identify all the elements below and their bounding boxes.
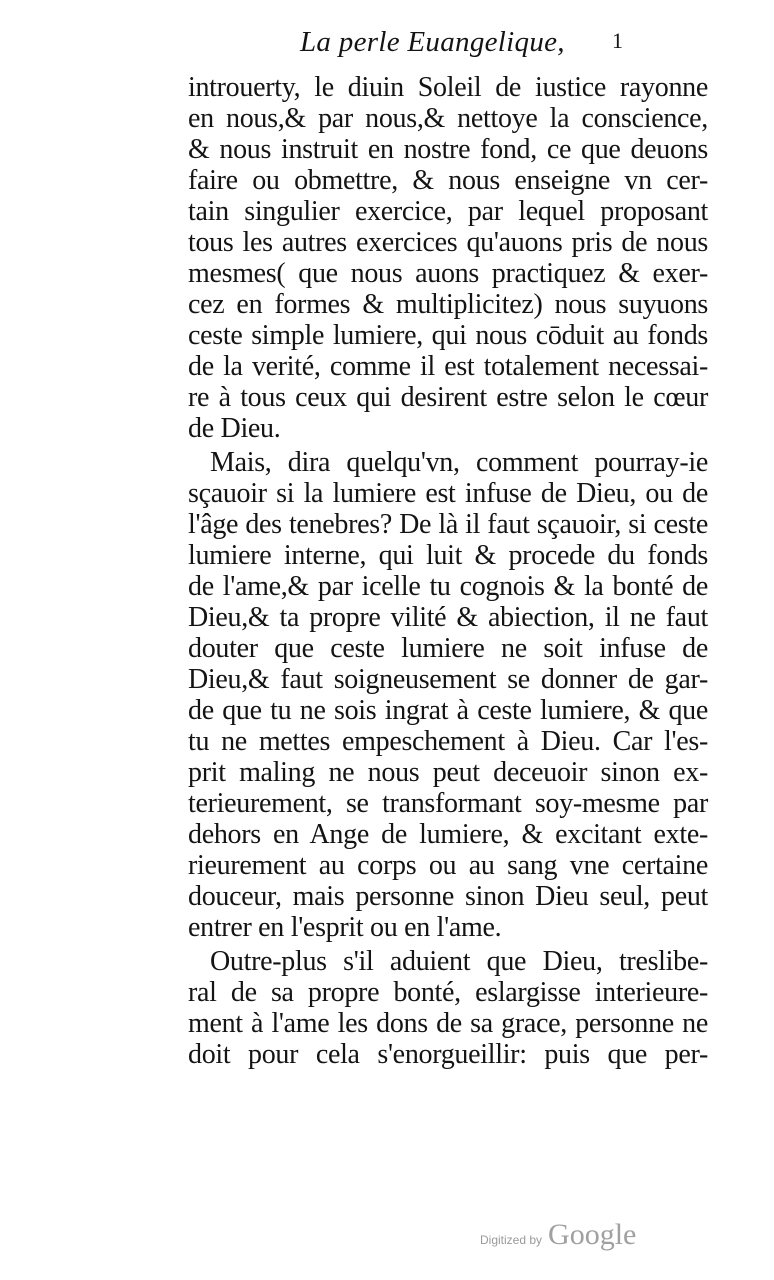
text-line: Outre-plus s'il aduient que Dieu, treslibe- [210, 946, 708, 977]
text-line: doit pour cela s'enorgueillir: puis que per- [188, 1039, 708, 1070]
text-line: de que tu ne sois ingrat à ceste lumiere, & que [188, 695, 708, 726]
paragraph-3 [188, 946, 708, 1070]
text-line: prit maling ne nous peut deceuoir sinon ex- [188, 757, 708, 788]
text-line: faire ou obmettre, & nous enseigne vn cer- [188, 165, 708, 196]
text-line: dehors en Ange de lumiere, & excitant exte- [188, 819, 708, 850]
text-line: terieurement, se transformant soy-mesme par [188, 788, 708, 819]
text-line: en nous,& par nous,& nettoye la conscience, [188, 103, 708, 134]
text-line: tain singulier exercice, par lequel proposant [188, 196, 708, 227]
text-line: de Dieu. [188, 413, 281, 444]
text-line: l'âge des tenebres? De là il faut sçauoir, si ceste [188, 509, 708, 540]
body-text [188, 72, 708, 1070]
text-line: douceur, mais personne sinon Dieu seul, peut [188, 881, 708, 912]
page-corner-mark: 1 [612, 28, 623, 53]
text-line: Mais, dira quelqu'vn, comment pourray-ie [210, 447, 708, 478]
text-line: douter que ceste lumiere ne soit infuse de [188, 633, 708, 664]
google-logo: Google [548, 1218, 637, 1251]
text-line: ceste simple lumiere, qui nous cōduit au fonds [188, 320, 708, 351]
paragraph-1 [188, 72, 708, 444]
text-line: sçauoir si la lumiere est infuse de Dieu, ou de [188, 478, 708, 509]
text-line: introuerty, le diuin Soleil de iustice rayonne [188, 72, 708, 103]
text-line: de l'ame,& par icelle tu cognois & la bonté de [188, 571, 708, 602]
text-line: cez en formes & multiplicitez) nous suyuons [188, 289, 708, 320]
text-line: lumiere interne, qui luit & procede du fonds [188, 540, 708, 571]
watermark-prefix: Digitized by [480, 1233, 543, 1247]
paragraph-2 [188, 447, 708, 943]
text-line: Dieu,& faut soigneusement se donner de gar- [188, 664, 708, 695]
running-head: La perle Euangelique, [300, 26, 565, 58]
text-line: & nous instruit en nostre fond, ce que deuons [188, 134, 708, 165]
text-line: ral de sa propre bonté, eslargisse interieure- [188, 977, 708, 1008]
text-line: tous les autres exercices qu'auons pris de nous [188, 227, 708, 258]
text-line: re à tous ceux qui desirent estre selon le cœur [188, 382, 708, 413]
text-line: mesmes( que nous auons practiquez & exer- [188, 258, 708, 289]
text-line: Dieu,& ta propre vilité & abiection, il ne faut [188, 602, 708, 633]
text-line: tu ne mettes empeschement à Dieu. Car l'es- [188, 726, 708, 757]
text-line: ment à l'ame les dons de sa grace, personne ne [188, 1008, 708, 1039]
text-line: de la verité, comme il est totalement necessai- [188, 351, 708, 382]
text-line: entrer en l'esprit ou en l'ame. [188, 912, 502, 943]
text-line: rieurement au corps ou au sang vne certaine [188, 850, 708, 881]
digitized-watermark [480, 1218, 636, 1254]
